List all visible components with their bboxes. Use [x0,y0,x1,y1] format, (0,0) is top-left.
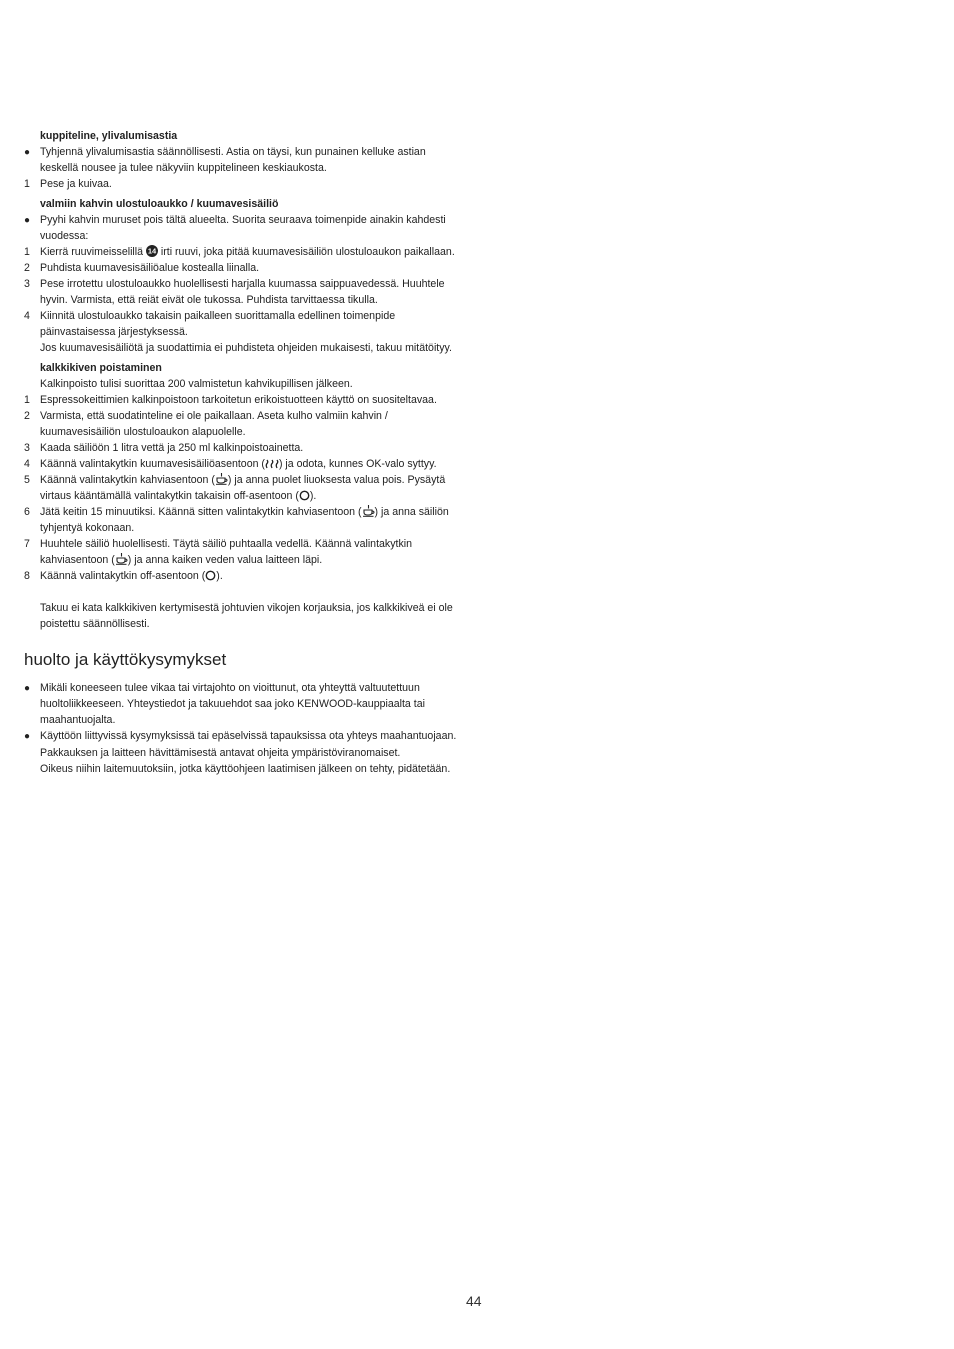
coffee-cup-icon [115,552,128,565]
list-item: 4 Käännä valintakytkin kuumavesisäiliöasentoon ( ) ja odota, kunnes OK-valo syttyy. [24,458,437,470]
number-badge-icon [146,245,158,257]
bullet-icon [24,212,40,244]
list-item: ● Käyttöön liittyvissä kysymyksissä tai epäselvissä tapauksissa ota yhteys maahantuojaan. [24,728,464,745]
list-item: 1 Pese ja kuivaa. [24,178,112,190]
coffee-cup-icon [362,504,375,517]
hot-water-icon [265,459,279,469]
svg-text:14: 14 [147,246,157,256]
section-title-service: huolto ja käyttökysymykset [24,650,227,669]
list-item: ● Pyyhi kahvin muruset pois tältä alueelta. Suorita seuraava toimenpide ainakin kahdesti vuodessa: [24,212,464,244]
list-item: 4 Kiinnitä ulostuloaukko takaisin paikalleen suorittamalla edellinen toimenpide päinvastaisessa järjestyksessä. Jos kuumavesisäiliötä ja suodattimia ei puhdisteta ohjeiden mukaisesti, takuu mitätöityy. [24,310,452,354]
warranty-note: Takuu ei kata kalkkikiven kertymisestä johtuvien vikojen korjauksia, jos kalkkikiveä ei ole poistettu säännöllisesti. [40,602,453,630]
list-item: 3 Kaada säiliöön 1 litra vettä ja 250 ml kalkinpoistoainetta. [24,442,304,454]
list-item: 1 Kierrä ruuvimeisselillä 14 irti ruuvi, joka pitää kuumavesisäiliön ulostuloaukon paikallaan. [24,246,455,258]
coffee-cup-icon [215,472,228,485]
list-item: ● Mikäli koneeseen tulee vikaa tai virtajohto on vioittunut, ota yhteyttä valtuutettuun huoltoliikkeeseen. Yhteystiedot ja takuuehdot saa joko KENWOOD-kauppiaalta tai maahantuojalta. [24,680,464,728]
list-item: 2 Varmista, että suodatinteline ei ole paikallaan. Aseta kulho valmiin kahvin / kuumavesisäiliön ulostuloaukon alapuolelle. [24,410,388,438]
paragraph: Oikeus niihin laitemuutoksiin, jotka käyttöohjeen laatimisen jälkeen on tehty, pidätetään. [40,763,451,775]
bullet-icon [24,728,40,745]
list-item: 8 Käännä valintakytkin off-asentoon ( ). [24,570,223,582]
section-heading-cup-tray: kuppiteline, ylivalumisastia [40,130,178,142]
content-column [24,124,464,777]
list-item: 3 Pese irrotettu ulostuloaukko huolellisesti harjalla kuumassa saippuavedessä. Huuhtele hyvin. Varmista, että reiät eivät ole tukossa. Puhdista tarvittaessa tikulla. [24,278,445,306]
list-item: 6 Jätä keitin 15 minuutiksi. Käännä sitten valintakytkin kahviasentoon ( ) ja anna säiliön tyhjentyä kokonaan. [24,506,449,534]
page-number: 44 [466,1293,482,1309]
list-item: 7 Huuhtele säiliö huolellisesti. Täytä säiliö puhtaalla vedellä. Käännä valintakytkin kahviasentoon ( ) ja anna kaiken veden valua laitteen läpi. [24,538,412,566]
paragraph: Kalkinpoisto tulisi suorittaa 200 valmistetun kahvikupillisen jälkeen. [40,378,353,390]
off-circle-icon [205,570,216,581]
section-heading-descaling: kalkkikiven poistaminen [40,362,162,374]
paragraph: Pakkauksen ja laitteen hävittämisestä antavat ohjeita ympäristöviranomaiset. [40,747,401,759]
off-circle-icon [299,490,310,501]
bullet-icon [24,144,40,176]
list-item: 5 Käännä valintakytkin kahviasentoon ( ) ja anna puolet liuoksesta valua pois. Pysäytä virtaus kääntämällä valintakytkin takaisin off-asentoon ( ). [24,474,446,502]
bullet-icon [24,680,40,728]
list-item: ● Tyhjennä ylivalumisastia säännöllisesti. Astia on täysi, kun punainen kelluke astian keskellä nousee ja tulee näkyviin kuppitelineen keskiaukosta. [24,144,464,176]
list-item: 2 Puhdista kuumavesisäiliöalue kostealla liinalla. [24,262,260,274]
list-item: 1 Espressokeittimien kalkinpoistoon tarkoitetun erikoistuotteen käyttö on suositeltavaa. [24,394,437,406]
section-heading-outlet: valmiin kahvin ulostuloaukko / kuumavesisäiliö [40,198,279,210]
